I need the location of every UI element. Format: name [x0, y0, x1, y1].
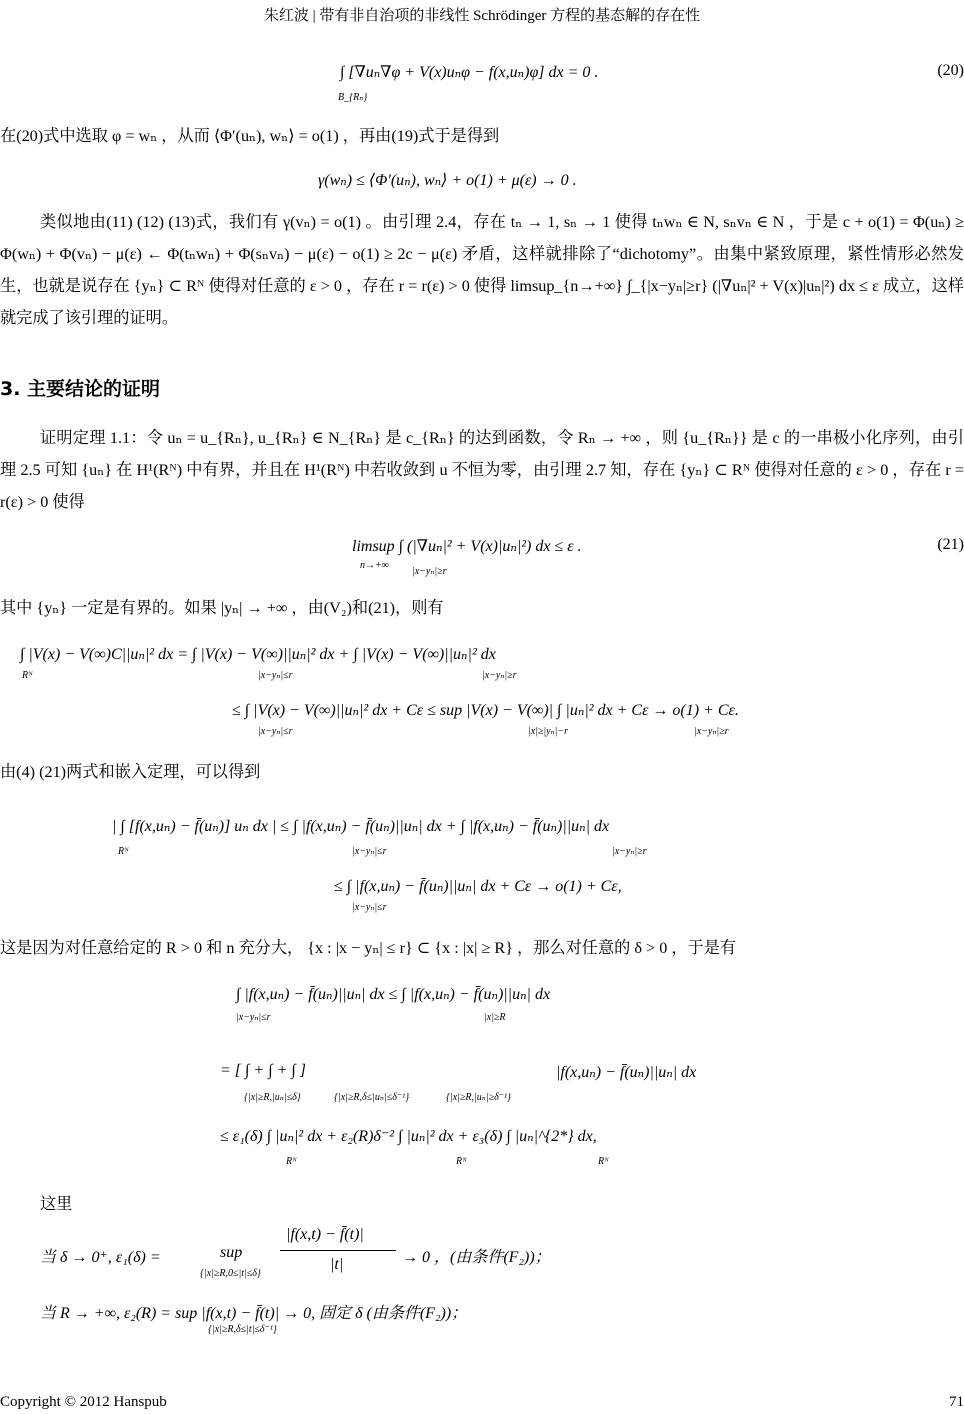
- equation-v-domain-outer-2: |x−yₙ|≥r: [694, 726, 729, 737]
- equation-21: limsup ∫ (|∇uₙ|² + V(x)|uₙ|²) dx ≤ ε .: [352, 538, 582, 555]
- equation-f-domain-outer: |x−yₙ|≥r: [612, 846, 647, 857]
- paragraph-here: 这里: [40, 1195, 73, 1213]
- paragraph-embedding: 由(4) (21)两式和嵌入定理，可以得到: [0, 763, 261, 781]
- equation-g-subset-2: {|x|≥R,δ≤|uₙ|≤δ⁻¹}: [334, 1092, 410, 1103]
- equation-gamma: γ(wₙ) ≤ ⟨Φ′(uₙ), wₙ⟩ + o(1) + μ(ε) → 0 .: [318, 172, 577, 189]
- equation-f-domain-inner-2: |x−yₙ|≤r: [352, 902, 387, 913]
- equation-g-domain-rn-2: Rᴺ: [456, 1156, 467, 1167]
- equation-g-subset-3: {|x|≥R,|uₙ|≥δ⁻¹}: [446, 1092, 511, 1103]
- equation-21-number: (21): [937, 536, 964, 553]
- equation-g-subset-1: {|x|≥R,|uₙ|≤δ}: [244, 1092, 301, 1103]
- equation-v-line2: ≤ ∫ |V(x) − V(∞)||uₙ|² dx + Cε ≤ sup |V(x) − V(∞)| ∫ |uₙ|² dx + Cε → o(1) + Cε.: [232, 702, 739, 719]
- equation-f-domain-inner: |x−yₙ|≤r: [352, 846, 387, 857]
- paragraph-set-inclusion: 这是因为对任意给定的 R > 0 和 n 充分大， {x : |x − yₙ| ≤ r} ⊂ {x : |x| ≥ R} ，那么对任意的 δ > 0 ，于是有: [0, 939, 737, 957]
- section-heading: 3. 主要结论的证明: [0, 378, 161, 400]
- footer-page-number: 71: [949, 1394, 964, 1410]
- equation-20: ∫ [∇uₙ∇φ + V(x)uₙφ − f(x,uₙ)φ] dx = 0 .: [340, 64, 599, 81]
- equation-f-line1: | ∫ [f(x,uₙ) − f̄(uₙ)] uₙ dx | ≤ ∫ |f(x,uₙ) − f̄(uₙ)||uₙ| dx + ∫ |f(x,uₙ) − f̄(uₙ)||uₙ| dx: [112, 818, 610, 835]
- condition-2-under: {|x|≥R,δ≤|t|≤δ⁻¹}: [208, 1324, 277, 1335]
- equation-v-line1: ∫ |V(x) − V(∞)C||uₙ|² dx = ∫ |V(x) − V(∞)||uₙ|² dx + ∫ |V(x) − V(∞)||uₙ|² dx: [20, 646, 496, 663]
- condition-1-under: {|x|≥R,0≤|t|≤δ}: [200, 1268, 261, 1279]
- condition-1-denominator: |t|: [330, 1256, 344, 1273]
- equation-v-domain-inner: |x−yₙ|≤r: [258, 670, 293, 681]
- footer-copyright: Copyright © 2012 Hanspub: [0, 1394, 167, 1410]
- equation-g-line3: ≤ ε₁(δ) ∫ |uₙ|² dx + ε₂(R)δ⁻² ∫ |uₙ|² dx + ε₃(δ) ∫ |uₙ|^{2*} dx,: [220, 1128, 597, 1145]
- equation-g-line2-integrals: = [ ∫ + ∫ + ∫ ]: [220, 1062, 306, 1079]
- paragraph-choose-phi: 在(20)式中选取 φ = wₙ ，从而 ⟨Φ′(uₙ), wₙ⟩ = o(1) ，再由(19)式于是得到: [0, 127, 500, 145]
- equation-21-domain: |x−yₙ|≥r: [412, 566, 447, 577]
- equation-v-domain-inner-2: |x−yₙ|≤r: [258, 726, 293, 737]
- equation-v-domain-sup: |x|≥|yₙ|−r: [528, 726, 569, 737]
- equation-f-domain-rn: Rᴺ: [118, 846, 129, 857]
- running-header: 朱红波 | 带有非自治项的非线性 Schrödinger 方程的基态解的存在性: [263, 8, 701, 24]
- equation-g-domain-rn-3: Rᴺ: [598, 1156, 609, 1167]
- equation-21-limit-index: n→+∞: [360, 560, 389, 571]
- condition-1-sup: sup: [220, 1244, 243, 1261]
- equation-g-domain-rn-1: Rᴺ: [286, 1156, 297, 1167]
- equation-20-number: (20): [937, 62, 964, 79]
- equation-g-domain-1: |x−yₙ|≤r: [236, 1012, 271, 1023]
- equation-v-domain-rn: Rᴺ: [22, 670, 33, 681]
- equation-g-line1: ∫ |f(x,uₙ) − f̄(uₙ)||uₙ| dx ≤ ∫ |f(x,uₙ) − f̄(uₙ)||uₙ| dx: [236, 986, 551, 1003]
- equation-g-domain-2: |x|≥R: [484, 1012, 506, 1023]
- condition-2: 当 R → +∞, ε₂(R) = sup |f(x,t) − f̄(t)| → 0, 固定 δ (由条件(F₂))；: [40, 1305, 468, 1322]
- condition-1-tail: → 0 ，(由条件(F₂))；: [402, 1249, 551, 1266]
- paragraph-proof-theorem: 证明定理 1.1：令 uₙ = u_{Rₙ}, u_{Rₙ} ∈ N_{Rₙ} 是 c_{Rₙ} 的达到函数，令 Rₙ → +∞ ，则 {u_{Rₙ}} 是 c 的一串极小化序列，由引理 2.5 可知 {uₙ} 在 H¹(Rᴺ) 中有界，并且在 H¹(Rᴺ) 中若收敛到 u 不恒为零，由引理 2.7 知，存在 {yₙ} ⊂ Rᴺ 使得对任意的 ε > 0 ，存在 r = r(ε) > 0 使得: [0, 429, 964, 511]
- condition-1-lead: 当 δ → 0⁺, ε₁(δ) =: [40, 1249, 161, 1266]
- condition-1-numerator: |f(x,t) − f̄(t)|: [286, 1226, 364, 1243]
- equation-v-domain-outer: |x−yₙ|≥r: [482, 670, 517, 681]
- condition-1-fraction-bar: [280, 1250, 396, 1251]
- paragraph-bounded-y: 其中 {yₙ} 一定是有界的。如果 |yₙ| → +∞ ，由(V₂)和(21)，则有: [0, 599, 444, 617]
- paragraph-dichotomy: 类似地由(11) (12) (13)式，我们有 γ(vₙ) = o(1) 。由引理 2.4，存在 tₙ → 1, sₙ → 1 使得 tₙwₙ ∈ N, sₙvₙ ∈ N ，于是 c + o(1) = Φ(uₙ) ≥ Φ(wₙ) + Φ(vₙ) − μ(ε) ← Φ(tₙwₙ) + Φ(sₙvₙ) − μ(ε) − o(1) ≥ 2c − μ(ε) 矛盾，这样就排除了“dichotomy”。由集中紧致原理，紧性情形必然发生，也就是说存在 {yₙ} ⊂ Rᴺ 使得对任意的 ε > 0 ，存在 r = r(ε) > 0 使得 limsup_{n→+∞} ∫_{|x−yₙ|≥r} (|∇uₙ|² + V(x)|uₙ|²) dx ≤ ε 成立，这样就完成了该引理的证明。: [0, 213, 964, 327]
- equation-f-line2: ≤ ∫ |f(x,uₙ) − f̄(uₙ)||uₙ| dx + Cε → o(1) + Cε,: [334, 878, 622, 895]
- equation-g-line2-integrand: |f(x,uₙ) − f̄(uₙ)||uₙ| dx: [556, 1064, 697, 1081]
- equation-20-domain: B_{Rₙ}: [338, 92, 368, 103]
